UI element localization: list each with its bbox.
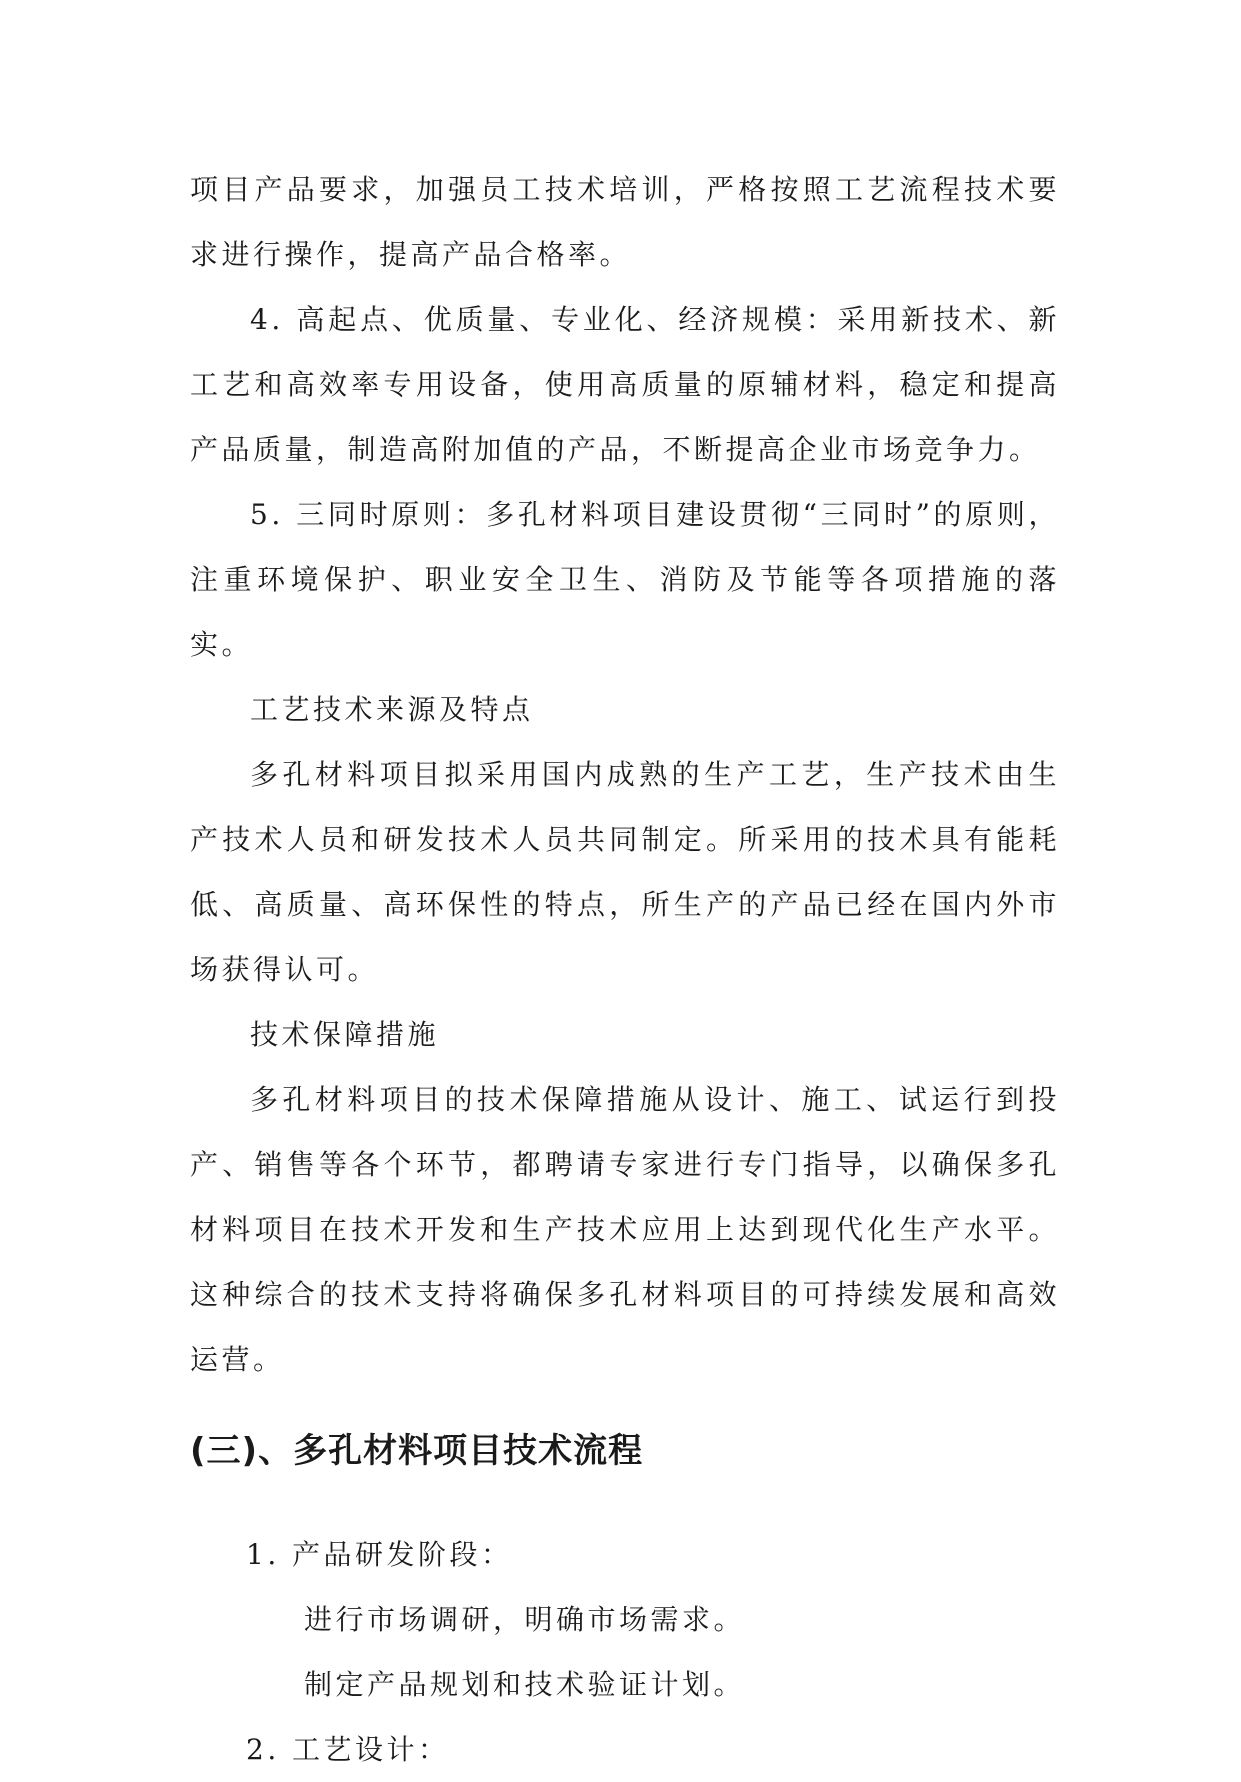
flow-step-title: 产品研发阶段： — [292, 1538, 513, 1571]
point-4 — [190, 287, 1060, 482]
flow-step-1 — [190, 1522, 1060, 1587]
point-text: 高起点、优质量、专业化、经济规模：采用新技术、新工艺和高效率专用设备，使用高质量的原辅材料，稳定和提高产品质量，制造高附加值的产品，不断提高企业市场竞争力。 — [190, 303, 1060, 466]
section-heading: (三)、多孔材料项目技术流程 — [190, 1431, 644, 1471]
flow-step-2 — [190, 1717, 1060, 1782]
flow-step-title: 工艺设计： — [292, 1733, 450, 1766]
tech-guarantee-paragraph: 多孔材料项目的技术保障措施从设计、施工、试运行到投产、销售等各个环节，都聘请专家进行专门指导，以确保多孔材料项目在技术开发和生产技术应用上达到现代化生产水平。这种综合的技术支持将确保多孔材料项目的可持续发展和高效运营。 — [190, 1083, 1060, 1376]
tech-source-heading: 工艺技术来源及特点 — [250, 693, 534, 726]
point-text: 三同时原则：多孔材料项目建设贯彻“三同时”的原则，注重环境保护、职业安全卫生、消防及节能等各项措施的落实。 — [190, 498, 1060, 661]
document-body — [190, 157, 1060, 1782]
flow-substep: 进行市场调研，明确市场需求。 — [304, 1603, 746, 1636]
flow-step-number: 1. — [246, 1538, 280, 1571]
flow-substep: 制定产品规划和技术验证计划。 — [304, 1668, 746, 1701]
paragraph-continued: 项目产品要求，加强员工技术培训，严格按照工艺流程技术要求进行操作，提高产品合格率。 — [190, 173, 1060, 271]
point-number: 4. — [250, 303, 284, 336]
tech-guarantee-heading: 技术保障措施 — [250, 1018, 440, 1051]
point-number: 5. — [250, 498, 284, 531]
flow-step-number: 2. — [246, 1733, 280, 1766]
tech-source-paragraph: 多孔材料项目拟采用国内成熟的生产工艺，生产技术由生产技术人员和研发技术人员共同制定。所采用的技术具有能耗低、高质量、高环保性的特点，所生产的产品已经在国内外市场获得认可。 — [190, 758, 1060, 986]
point-5 — [190, 482, 1060, 677]
